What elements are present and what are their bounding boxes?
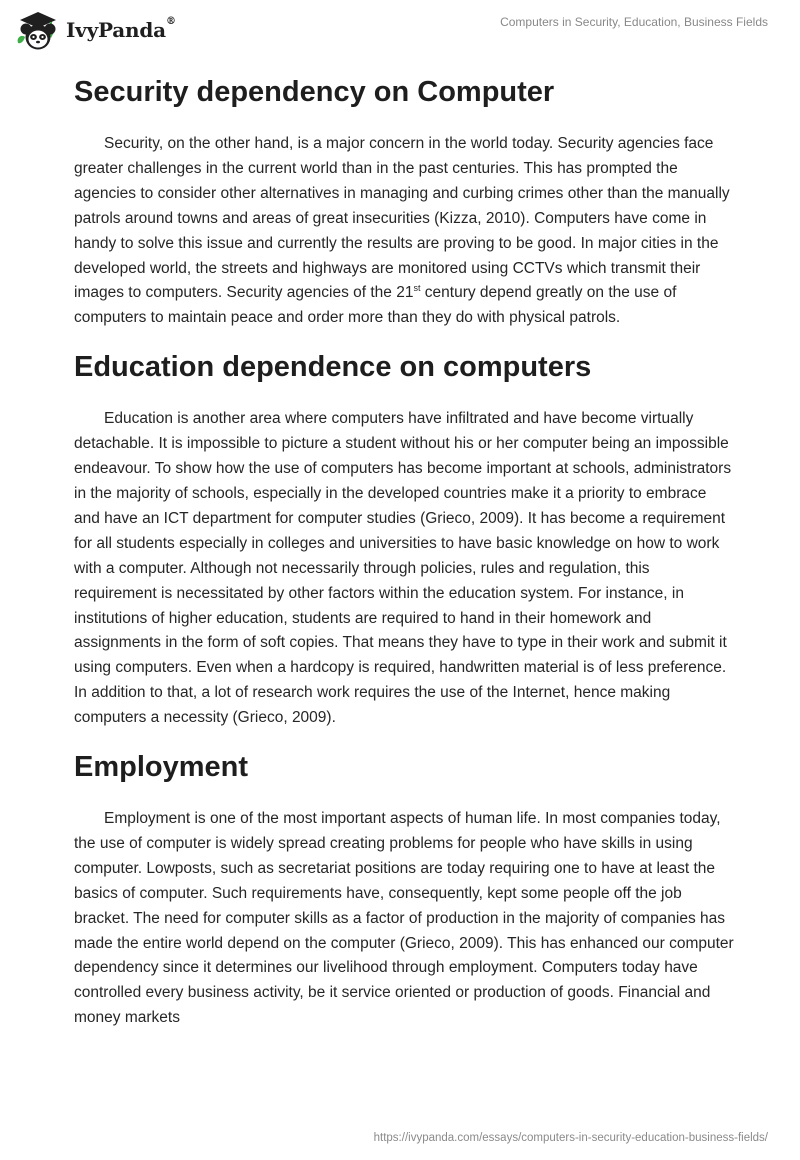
ordinal-suffix: st — [413, 283, 421, 294]
security-text-part-2: century depend greatly on the use of computers to maintain peace and order more than they do with physical patrols. — [74, 284, 677, 327]
logo-wordmark: IvyPanda — [66, 18, 166, 42]
section-paragraph-education: Education is another area where computers have infiltrated and have become virtually detachable. It is impossible to picture a student without his or her computer being an impossible endeavour. To show how the use of computers has become important at schools, administrators in the majority of schools, especially in the developed countries make it a priority to embrace and have an ICT department for computer studies (Grieco, 2009). It has become a requirement for all students especially in colleges and universities to have basic knowledge on how to work with a computer. Although not necessarily through policies, rules and regulation, this requirement is necessitated by other factors within the education system. For instance, in institutions of higher education, students are required to hand in their homework and assignments in the form of soft copies. That means they have to type in their work and submit it using computers. Even when a hardcopy is required, handwritten material is of less preference. In addition to that, a lot of research work requires the use of the Internet, hence making computers a necessity (Grieco, 2009). — [74, 410, 732, 727]
section-paragraph-employment: Employment is one of the most important aspects of human life. In most companies today, the use of computer is widely spread creating problems for people who have skills in using computer. Lowposts, such as secretariat positions are today requiring one to have at least the basics of computer. Such requirements have, consequently, kept some people off the job bracket. The need for computer skills as a factor of production in the majority of companies has made the entire world depend on the computer (Grieco, 2009). This has enhanced our computer dependency since it determines our livelihood through employment. Computers today have controlled every business activity, be it service oriented or production of goods. Financial and money markets — [74, 810, 734, 1027]
ivypanda-logo[interactable] — [14, 9, 176, 51]
security-text-part-1: Security, on the other hand, is a major concern in the world today. Security agencies face greater challenges in the current world than in the past centuries. This has prompted the agencies to consider other alternatives in managing and curbing crimes other than the manually patrols around towns and areas of great insecurities (Kizza, 2010). Computers have come in handy to solve this issue and currently the results are proving to be good. In major cities in the developed world, the streets and highways are monitored using CCTVs which transmit their images to computers. Security agencies of the 21 — [74, 135, 730, 302]
section-heading-employment: Employment — [74, 751, 249, 784]
section-heading-education: Education dependence on computers — [74, 351, 592, 384]
footer-url[interactable]: https://ivypanda.com/essays/computers-in-security-education-business-fields/ — [373, 1132, 768, 1144]
essay-body — [74, 72, 734, 1031]
page-header — [0, 0, 800, 60]
section-heading-security: Security dependency on Computer — [74, 76, 555, 108]
section-paragraph-security — [74, 132, 734, 331]
registered-mark: ® — [165, 16, 176, 27]
logo-text — [66, 18, 176, 42]
panda-graduate-icon — [14, 9, 62, 51]
document-title: Computers in Security, Education, Business Fields — [500, 15, 768, 29]
